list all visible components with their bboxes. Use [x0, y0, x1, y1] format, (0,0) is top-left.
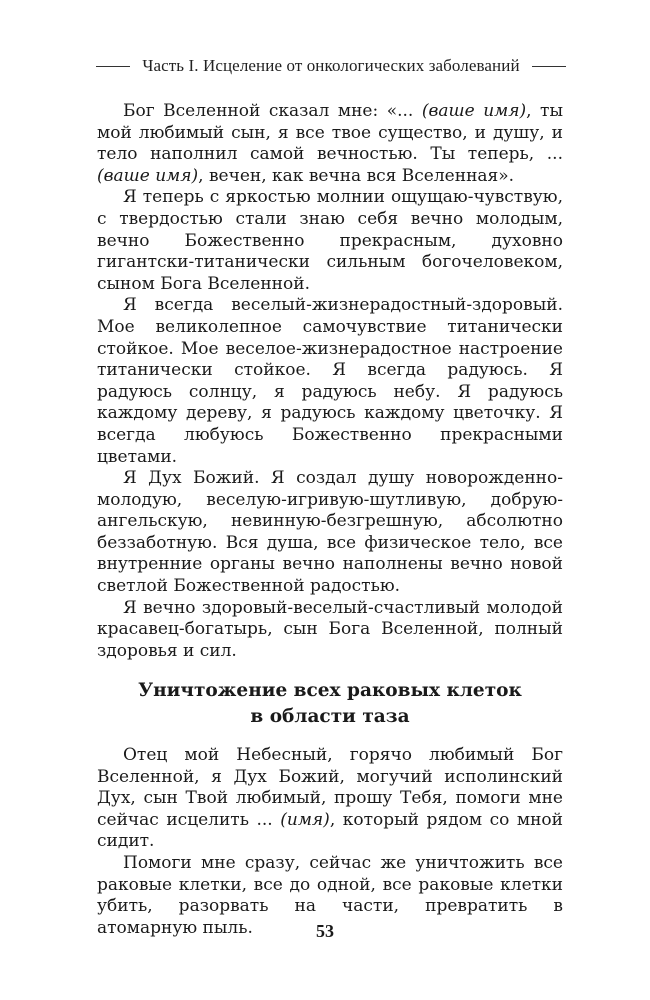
- paragraph-1: Бог Вселенной сказал мне: «... (ваше имя), ты мой любимый сын, я все твое существо, и душу, и тело наполнил самой вечностью. Ты теперь, ... (ваше имя), вечен, как вечна вся Вселенная».: [97, 101, 563, 186]
- page-number: 53: [316, 921, 334, 941]
- running-header: [96, 56, 566, 76]
- paragraph-4: Я Дух Божий. Я создал душу новорожденно-молодую, веселую-игривую-шутливую, добрую-ангельскую, невинную-безгрешную, абсолютно беззаботную. Вся душа, все физическое тело, все внутренние органы вечно наполнены вечно новой светлой Божественной радостью.: [97, 468, 563, 597]
- section-paragraph-1: Отец мой Небесный, горячо любимый Бог Вселенной, я Дух Божий, могучий исполинский Дух, сын Твой любимый, прошу Тебя, помоги мне сейчас исцелить ... (имя), который рядом со мной сидит.: [97, 745, 563, 852]
- name-placeholder: (ваше имя): [421, 101, 527, 121]
- header-rule-left: [96, 66, 130, 67]
- section-heading-line-2: в области таза: [250, 706, 410, 727]
- name-placeholder: (ваше имя): [97, 165, 199, 186]
- paragraph-3: Я всегда веселый-жизнерадостный-здоровый. Мое великолепное самочувствие титанически стойкое. Мое веселое-жизнерадостное настроение титанически стойкое. Я всегда радуюсь. Я радуюсь солнцу, я радуюсь небу. Я радуюсь каждому дереву, я радуюсь каждому цветочку. Я всегда любуюсь Божественно прекрасными цветами.: [97, 295, 563, 467]
- header-rule-right: [532, 66, 566, 67]
- section-text: [97, 745, 563, 939]
- paragraph-5: Я вечно здоровый-веселый-счастливый молодой красавец-богатырь, сын Бога Вселенной, полный здоровья и сил.: [97, 597, 563, 661]
- name-placeholder: (имя): [280, 809, 330, 830]
- section-heading: [97, 678, 563, 730]
- running-header-title: Часть I. Исцеление от онкологических заболеваний: [142, 56, 520, 75]
- paragraph-2: Я теперь с яркостью молнии ощущаю-чувствую, с твердостью стали знаю себя вечно молодым, вечно Божественно прекрасным, духовно гигантски-титанически сильным богочеловеком, сыном Бога Вселенной.: [97, 187, 563, 294]
- main-text: [97, 101, 563, 662]
- section-heading-line-1: Уничтожение всех раковых клеток: [138, 680, 522, 701]
- section-paragraph-2: Помоги мне сразу, сейчас же уничтожить все раковые клетки, все до одной, все раковые клетки убить, разорвать на части, превратить в атомарную пыль.: [97, 852, 563, 938]
